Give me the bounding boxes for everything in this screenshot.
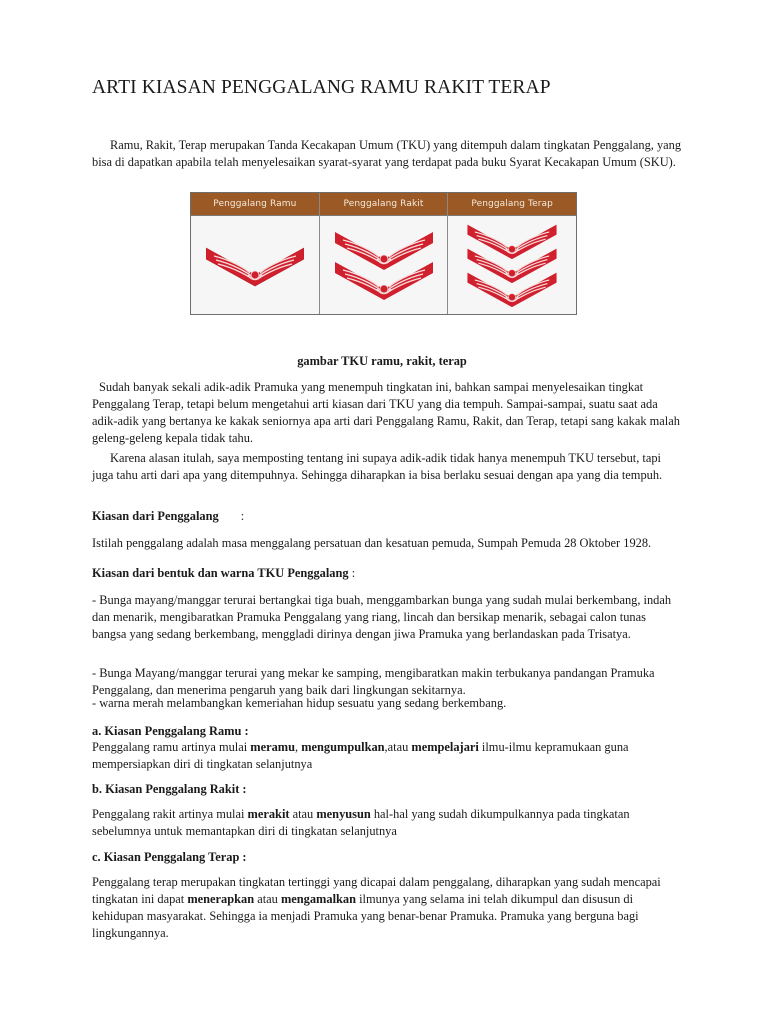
rakit-text xyxy=(92,806,682,840)
ramu-bold-2: mengumpulkan xyxy=(301,740,385,754)
chevron-badge-icon xyxy=(463,269,561,309)
ramu-heading: a. Kiasan Penggalang Ramu : xyxy=(92,724,249,738)
kiasan-penggalang-text: Istilah penggalang adalah masa menggalang persatuan dan kesatuan pemuda, Sumpah Pemuda 28 Oktober 1928. xyxy=(92,536,652,550)
tku-column-ramu xyxy=(191,193,320,314)
rakit-text-1: Penggalang rakit artinya mulai xyxy=(92,807,248,821)
tku-badge-ramu xyxy=(191,216,319,314)
chevron-badge-icon xyxy=(335,258,433,302)
rakit-bold-2: menyusun xyxy=(316,807,371,821)
terap-text-3: ilmunya yang selama ini telah dikumpul dan disusun di kehidupan masyarakat. Sehingga ia menjadi Pramuka yang benar-benar Pramuka. Pramuka yang berguna bagi lingkungannya. xyxy=(92,892,639,940)
tku-column-terap xyxy=(448,193,576,314)
kiasan-penggalang-heading-line xyxy=(92,508,682,525)
terap-text-2: atau xyxy=(254,892,281,906)
terap-bold-2: mengamalkan xyxy=(280,892,356,906)
kiasan-bentuk-bullet-1: - Bunga mayang/manggar terurai bertangkai tiga buah, menggambarkan bunga yang sudah mulai berkembang, indah dan menarik, mengibaratkan Pramuka Penggalang yang riang, lincah dan bersikap menarik, sebagai calon tunas bangsa yang sedang berkembang, menggladi dirinya dengan jiwa Pramuka yang berlandaskan pada Trisatya. xyxy=(92,593,672,641)
kiasan-bentuk-heading: Kiasan dari bentuk dan warna TKU Penggalang xyxy=(92,566,349,580)
ramu-bold-3: mempelajari xyxy=(411,740,479,754)
terap-text-1: Penggalang terap merupakan tingkatan tertinggi yang dicapai dalam penggalang, diharapkan yang sudah mencapai tingkatan ini dapat xyxy=(92,875,661,906)
rakit-heading: b. Kiasan Penggalang Rakit : xyxy=(92,782,247,796)
figure-caption: gambar TKU ramu, rakit, terap xyxy=(297,354,467,368)
kiasan-bentuk-heading-line xyxy=(92,565,682,582)
kiasan-penggalang-heading: Kiasan dari Penggalang xyxy=(92,509,219,523)
kiasan-penggalang-colon: : xyxy=(240,509,245,523)
intro-paragraph: Ramu, Rakit, Terap merupakan Tanda Kecakapan Umum (TKU) yang ditempuh dalam tingkatan Penggalang, yang bisa di dapatkan apabila telah menyelesaikan syarat-syarat yang terdapat pada buku Syarat Kecakapan Umum (SKU). xyxy=(92,138,682,169)
tku-column-rakit xyxy=(320,193,449,314)
tku-header-terap: Penggalang Terap xyxy=(448,193,576,216)
tku-header-ramu: Penggalang Ramu xyxy=(191,193,319,216)
tku-badge-terap xyxy=(448,216,576,314)
tku-header-rakit: Penggalang Rakit xyxy=(320,193,448,216)
ramu-text-2: , xyxy=(295,740,302,754)
rakit-text-3: hal-hal yang sudah dikumpulkannya pada tingkatan sebelumnya untuk memantapkan diri di tingkatan selanjutnya xyxy=(92,807,630,838)
paragraph-1: Sudah banyak sekali adik-adik Pramuka yang menempuh tingkatan ini, bahkan sampai menyelesaikan tingkat Penggalang Terap, tetapi belum mengetahui arti kiasan dari TKU yang dia tempuh. Sampai-sampai, suatu saat ada adik-adik yang bertanya ke kakak seniornya apa arti dari Penggalang Ramu, Rakit, dan Terap, tetapi sang kakak malah geleng-geleng kepala tidak tahu. xyxy=(92,380,680,445)
rakit-text-2: atau xyxy=(289,807,317,821)
ramu-text-3: ,atau xyxy=(384,740,412,754)
ramu-text-1: Penggalang ramu artinya mulai xyxy=(92,740,251,754)
kiasan-bentuk-bullet-2: - Bunga Mayang/manggar terurai yang mekar ke samping, mengibaratkan makin terbukanya pandangan Pramuka Penggalang, dan menerima pengaruh yang baik dari lingkungan sekitarnya. xyxy=(92,666,655,697)
terap-text xyxy=(92,874,682,942)
rakit-bold-1: merakit xyxy=(247,807,290,821)
kiasan-bentuk-bullet-3: - warna merah melambangkan kemeriahan hidup sesuatu yang sedang berkembang. xyxy=(92,696,507,710)
page-title: ARTI KIASAN PENGGALANG RAMU RAKIT TERAP xyxy=(92,77,551,98)
ramu-bold-1: meramu xyxy=(250,740,296,754)
kiasan-bentuk-colon: : xyxy=(348,566,356,580)
ramu-text xyxy=(92,739,682,773)
chevron-badge-icon xyxy=(206,242,304,288)
tku-badge-rakit xyxy=(320,216,448,314)
paragraph-2: Karena alasan itulah, saya memposting tentang ini supaya adik-adik tidak hanya menempuh TKU tersebut, tapi juga tahu arti dari apa yang ditempuhnya. Sehingga diharapkan ia bisa berlaku sesuai dengan apa yang dia tempuh. xyxy=(92,451,663,482)
ramu-text-4: ilmu-ilmu kepramukaan guna mempersiapkan diri di tingkatan selanjutnya xyxy=(92,740,629,771)
terap-bold-1: menerapkan xyxy=(187,892,255,906)
tku-figure-table xyxy=(190,192,577,315)
terap-heading: c. Kiasan Penggalang Terap : xyxy=(92,850,247,864)
